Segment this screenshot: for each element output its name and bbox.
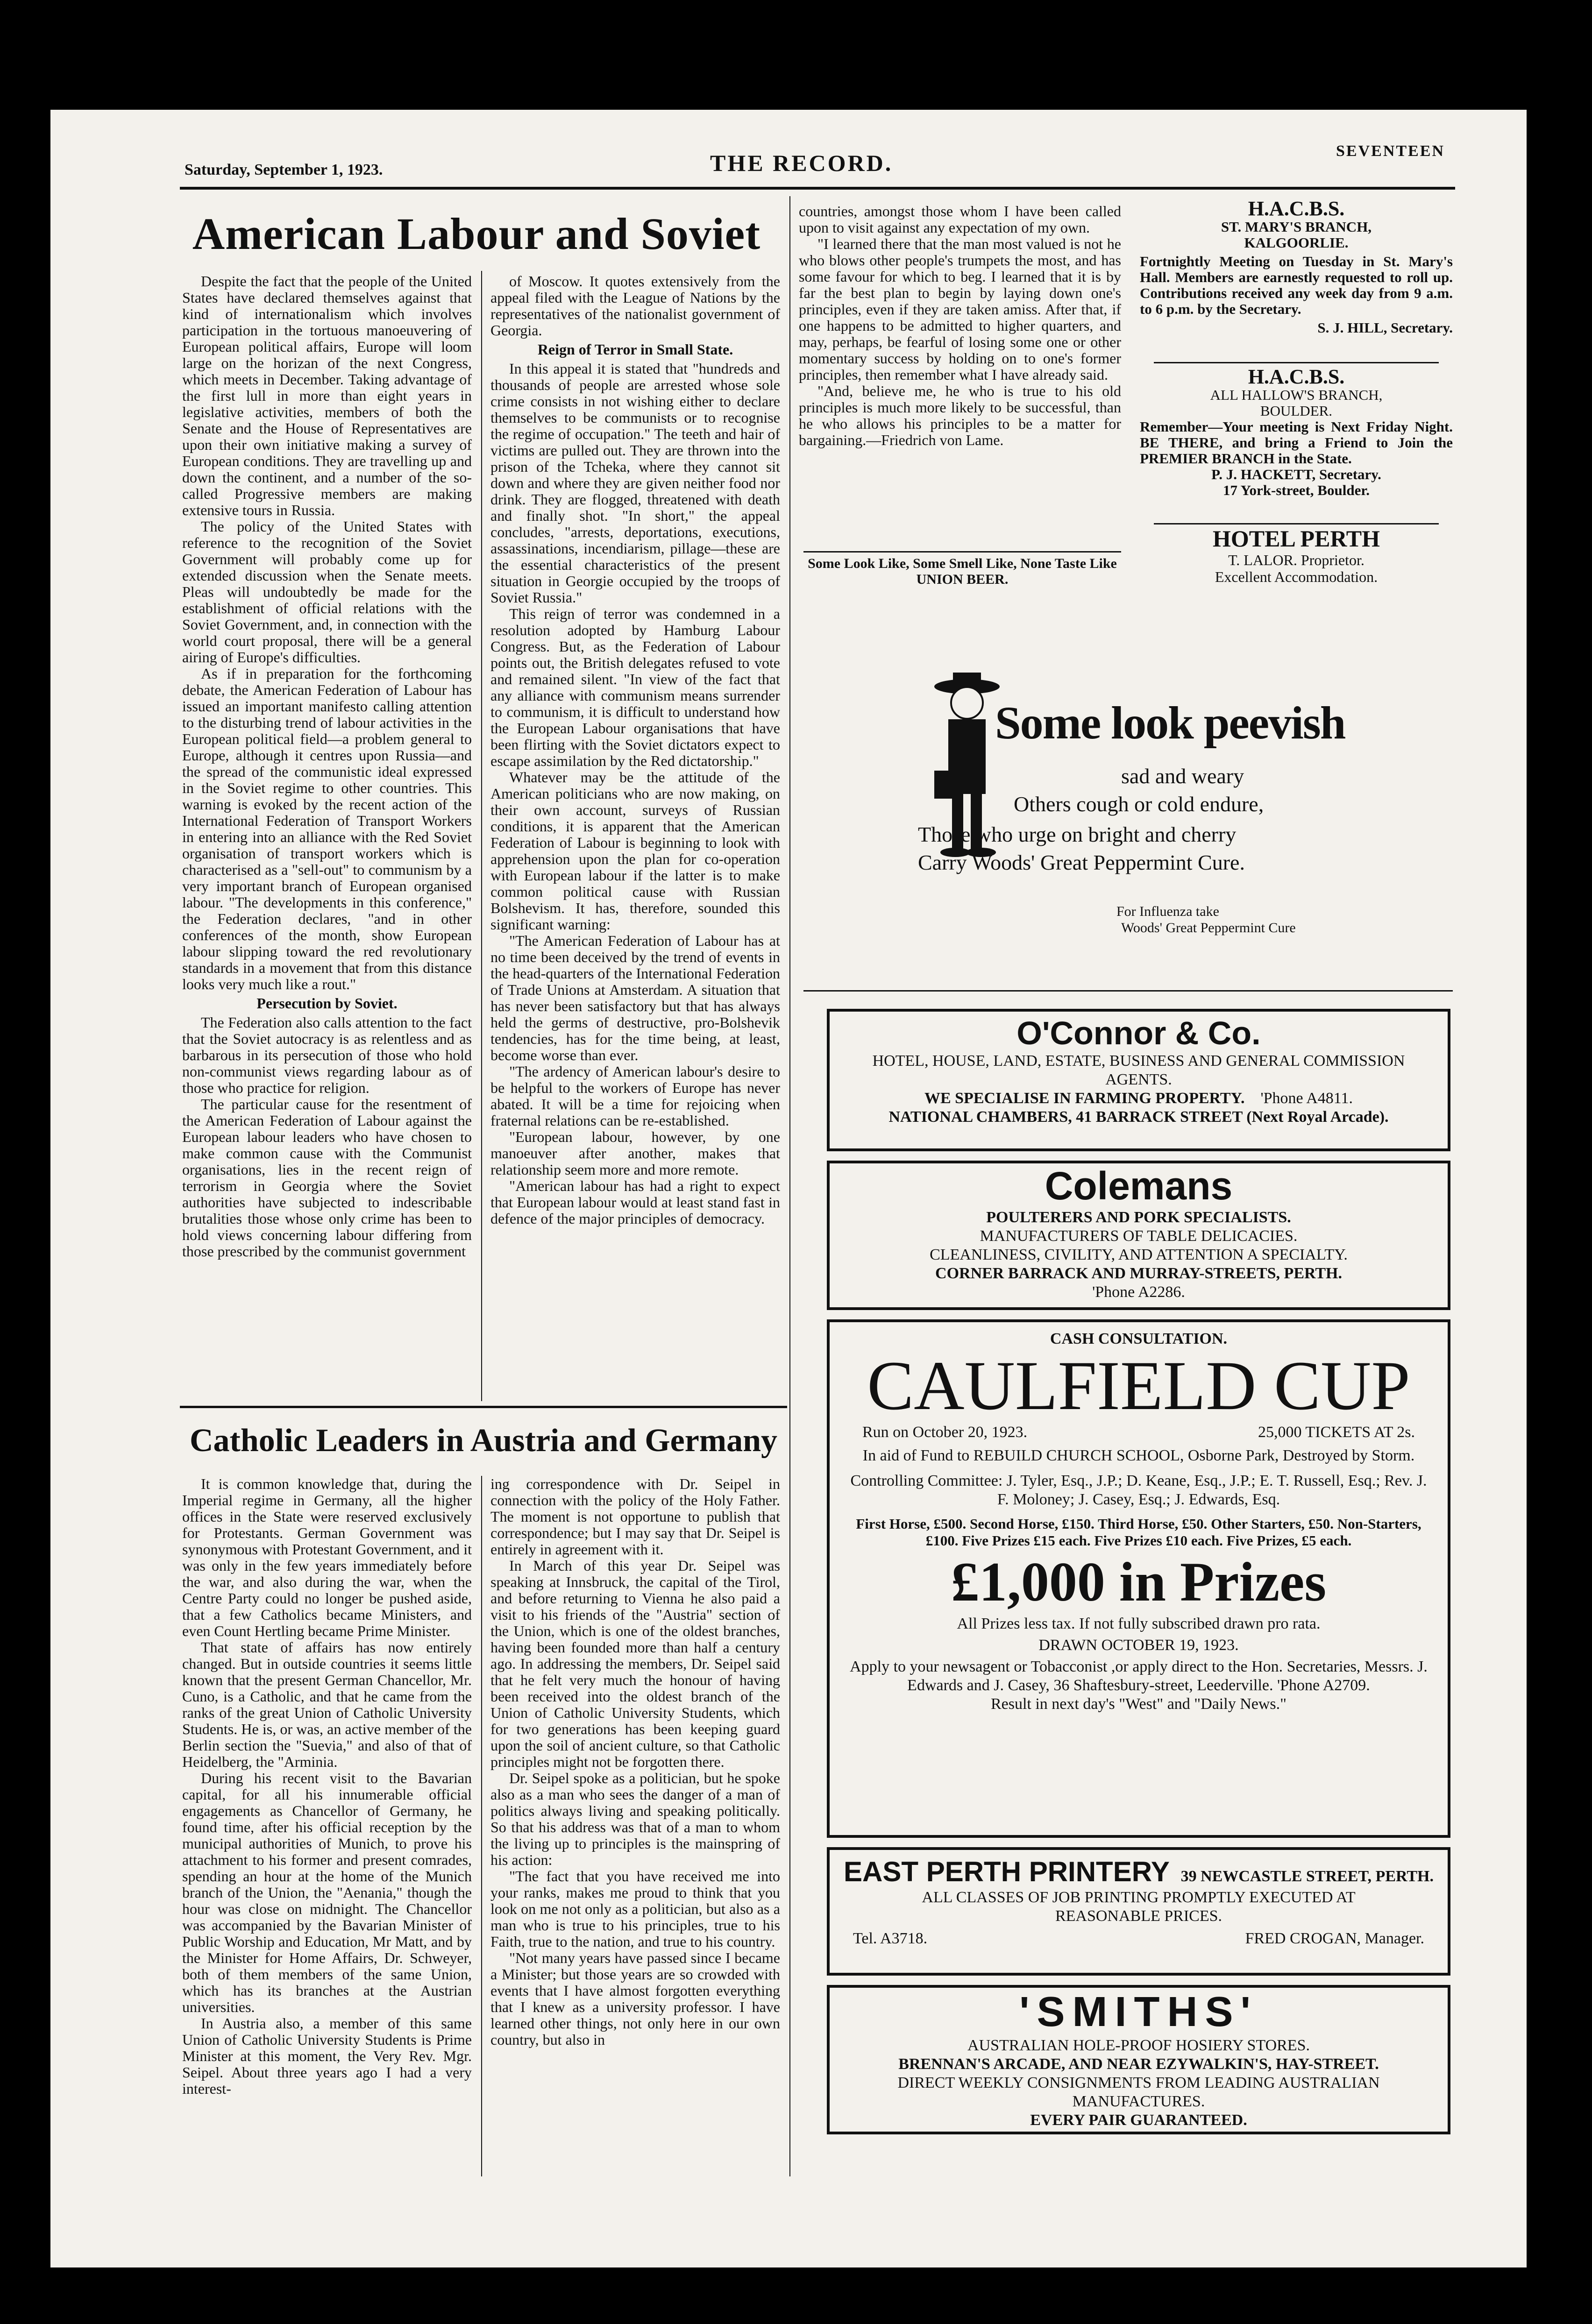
ad-prizes: First Horse, £500. Second Horse, £150. Third Horse, £50. Other Starters, £50. Non-Starters, £100. Five Prizes £15 each. Five Prizes £10 each. Five Prizes, £5 each.	[856, 1516, 1421, 1549]
woods-verse-2: Others cough or cold endure,	[1014, 792, 1264, 816]
woods-verse-3: Those who urge on bright and cherry	[918, 822, 1237, 846]
paragraph: The Federation also calls attention to the fact that the Soviet autocracy is as relentless and as barbarous in its persecution of those who hold non-communist views regarding labour as of those who practice for religion.	[182, 1014, 472, 1096]
ad-phone: 'Phone A2286.	[1092, 1283, 1185, 1301]
oconnor-ad	[827, 1009, 1450, 1151]
column-rule	[481, 1476, 482, 2176]
paragraph: The particular cause for the resentment of the American Federation of Labour against the European labour leaders who have chosen to make common cause with the Communist organisations, lies in the recent reign of terrorism in Georgia where the Soviet authorities have subjected to indescribable brutalities those whose only crime has been to hold views concerning labour differing from those prescribed by the communist government	[182, 1096, 472, 1260]
colemans-ad	[827, 1161, 1450, 1310]
ad-name: Colemans	[1045, 1164, 1233, 1208]
caulfield-cup-ad	[827, 1319, 1450, 1838]
paragraph: The policy of the United States with reference to the recognition of the Soviet Government will probably come up for extended discussion when the Senate meets. Pleas will undoubtedly be made for the establishment of official relations with the Soviet Government, and, in connection with the world court proposal, there will be a general airing of Europe's difficulties.	[182, 518, 472, 666]
divider	[803, 990, 1453, 992]
ad-line	[830, 1089, 1448, 1108]
hotel-proprietor: T. LALOR. Proprietor.	[1228, 552, 1365, 568]
ad-result: Result in next day's "West" and "Daily News."	[990, 1695, 1287, 1713]
notice-branch: ALL HALLOW'S BRANCH,	[1210, 387, 1383, 403]
woods-footnote-1: For Influenza take	[1116, 904, 1219, 919]
paragraph: It is common knowledge that, during the Imperial regime in Germany, all the higher offices in the State were reserved exclusively for Protestants. German Government was synonymous with Protestant Government, and it was only in the few years immediately before the war, and also during the war, when the Centre Party could no longer be pushed aside, that a few Catholics became Ministers, and even Count Hertling became Prime Minister.	[182, 1476, 472, 1639]
ad-line: DIRECT WEEKLY CONSIGNMENTS FROM LEADING AUSTRALIAN MANUFACTURES.	[897, 2074, 1380, 2110]
paragraph: "European labour, however, by one manoeuver after another, makes that relationship seem more and more remote.	[490, 1128, 780, 1178]
ad-run-date: Run on October 20, 1923.	[862, 1424, 1028, 1441]
printery-ad	[827, 1847, 1450, 1976]
column-rule	[789, 196, 790, 2176]
notice-title: H.A.C.B.S.	[1248, 197, 1345, 220]
paragraph: Despite the fact that the people of the United States have declared themselves against that kind of internationalism which involves participation in the tortuous manoeuvering of European political affairs, Europe will loom large on the horizan of the next Congress, which meets in December. Taking advantage of the first lull in more than eight years in legislative activities, members of both the Senate and the House of Representatives are upon their own initiative making a survey of European conditions. They are travelling up and down the continent, and a number of the so-called Progressive members are making extensive tours in Russia.	[182, 273, 472, 518]
divider	[1154, 362, 1439, 363]
ad-name: EAST PERTH PRINTERY	[844, 1856, 1170, 1887]
ad-line: EVERY PAIR GUARANTEED.	[1030, 2111, 1247, 2129]
page-number: SEVENTEEN	[1336, 142, 1445, 160]
ad-phone: Tel. A3718.	[853, 1930, 928, 1947]
paragraph: In this appeal it is stated that "hundreds and thousands of people are arrested whose sole crime consists in not wishing either to declare themselves to be communists or to recognise the regime of occupation." The teeth and hair of victims are pulled out. They are thrown into the prison of the Tcheka, where they cannot sit down and where they are given neither food nor drink. They are flogged, threatened with death and finally shot. "In short," the appeal concludes, "arrests, deportations, executions, assassinations, incendiarism, pillage—these are the essential characteristics of the present situation in Georgie occupied by the troops of Soviet Russia."	[490, 360, 780, 606]
hotel-accommodation: Excellent Accommodation.	[1215, 568, 1378, 585]
masthead: THE RECORD.	[710, 150, 893, 176]
notice-signature: S. J. HILL, Secretary.	[1317, 319, 1453, 336]
article1-title: American Labour and Soviet	[192, 209, 761, 259]
notice-address: 17 York-street, Boulder.	[1223, 482, 1370, 498]
ad-tax: All Prizes less tax. If not fully subscribed drawn pro rata.	[957, 1615, 1321, 1632]
paragraph: That state of affairs has now entirely changed. But in outside countries it seems little known that the present German Chancellor, Mr. Cuno, is a Catholic, and that he came from the ranks of the great Union of Catholic University Students. He is, or was, an active member of the Berlin section the "Suevia," and also of that of Heidelberg, the "Arminia.	[182, 1639, 472, 1770]
article-divider	[180, 1406, 787, 1408]
ad-line: MANUFACTURERS OF TABLE DELICACIES.	[980, 1227, 1298, 1245]
notice-body: Fortnightly Meeting on Tuesday in St. Mary's Hall. Members are earnestly requested to roll up. Contributions received any week day from 9 a.m. to 6 p.m. by the Secretary.	[1140, 253, 1453, 317]
paragraph: "American labour has had a right to expect that European labour would at least stand fast in defence of the major principles of democracy.	[490, 1177, 780, 1227]
article1-col2	[490, 273, 780, 1399]
paragraph: "The fact that you have received me into your ranks, makes me proud to think that you look on me not only as a politician, but also as a man who is true to his principles, true to his Faith, true to the nation, and true to his country.	[490, 1868, 780, 1950]
hotel-name: HOTEL PERTH	[1212, 525, 1380, 552]
ad-kicker: CASH CONSULTATION.	[1050, 1330, 1228, 1347]
paragraph: countries, amongst those whom I have been called upon to visit against any expectation of my own.	[799, 203, 1121, 236]
ad-run-row	[844, 1423, 1434, 1442]
ad-committee: Controlling Committee: J. Tyler, Esq., J.P.; D. Keane, Esq., J.P.; E. T. Russell, Esq.; Rev. J. F. Moloney; J. Casey, Esq.; J. Edwards, Esq.	[850, 1472, 1427, 1508]
ad-line: AUSTRALIAN HOLE-PROOF HOSIERY STORES.	[967, 2037, 1310, 2054]
hacbs-stmary-notice	[1140, 198, 1453, 336]
notice-town: KALGOORLIE.	[1244, 234, 1349, 251]
paragraph: "The ardency of American labour's desire to be helpful to the workers of Europe has never abated. It will be a time for rejoicing when fraternal relations can be re-established.	[490, 1063, 780, 1129]
paragraph: In Austria also, a member of this same Union of Catholic University Students is Prime Minister at this moment, the Very Rev. Mgr. Seipel. About three years ago I had a very interest-	[182, 2015, 472, 2097]
ad-name: 'SMITHS'	[1019, 1989, 1258, 2035]
ad-address: 39 NEWCASTLE STREET, PERTH.	[1180, 1868, 1434, 1885]
column-rule	[481, 271, 482, 1401]
hotel-perth-ad	[1140, 525, 1453, 585]
woods-verse-4: Carry Woods' Great Peppermint Cure.	[918, 850, 1245, 874]
paragraph: This reign of terror was condemned in a resolution adopted by Hamburg Labour Congress. But, as the Federation of Labour points out, the British delegates refused to vote and remained silent. "In view of the fact that any alliance with communism means surrender to communism, it is difficult to understand how the European Labour organisations that have been flirting with the Soviet dictators expect to escape assimilation by the Red dictatorship."	[490, 605, 780, 769]
header-rule	[180, 187, 1455, 190]
ad-address: NATIONAL CHAMBERS, 41 BARRACK STREET (Next Royal Arcade).	[888, 1108, 1389, 1126]
ad-tickets: 25,000 TICKETS AT 2s.	[1258, 1424, 1415, 1441]
paragraph: "The American Federation of Labour has at no time been deceived by the trend of events in the head-quarters of the International Federation of Trade Unions at Amsterdam. A situation that has never been satisfactory but that has always held the germs of destructive, pro-Bolshevik tendencies, has for the time being, at least, become worse than ever.	[490, 932, 780, 1063]
article1-col3	[799, 203, 1121, 563]
ad-header-row	[844, 1856, 1434, 1888]
ad-line: ALL CLASSES OF JOB PRINTING PROMPTLY EXECUTED AT REASONABLE PRICES.	[922, 1889, 1356, 1925]
ad-line: WE SPECIALISE IN FARMING PROPERTY.	[924, 1090, 1245, 1107]
paragraph: of Moscow. It quotes extensively from the appeal filed with the League of Nations by the representatives of the nationalist government of Georgia.	[490, 273, 780, 339]
ad-apply: Apply to your newsagent or Tobacconist ,or apply direct to the Hon. Secretaries, Messrs. J. Edwards and J. Casey, 36 Shaftesbury-street, Leederville. 'Phone A2709.	[850, 1658, 1428, 1694]
paragraph: "I learned there that the man most valued is not he who blows other people's trumpets the most, and has some favour for which to beg. I learned that it is by far the best plan to begin by laying down one's principles, even if they are taken amiss. After that, if one happens to be admitted to higher quarters, and may, perhaps, be fearful of losing some one or other momentary success by holding on to one's former principles, then remember what I have already said.	[799, 235, 1121, 383]
ad-line: CLEANLINESS, CIVILITY, AND ATTENTION A SPECIALTY.	[930, 1246, 1348, 1263]
ad-aid: In aid of Fund to REBUILD CHURCH SCHOOL, Osborne Park, Destroyed by Storm.	[862, 1447, 1415, 1464]
ad-name: O'Connor & Co.	[1016, 1015, 1261, 1051]
divider	[1154, 523, 1439, 524]
notice-signature: P. J. HACKETT, Secretary.	[1211, 466, 1381, 482]
hacbs-allhallow-notice	[1140, 367, 1453, 498]
divider	[803, 551, 1121, 553]
paragraph: As if in preparation for the forthcoming debate, the American Federation of Labour has issued an important manifesto calling attention to the disturbing trend of labour activities in the European political field—a problem general to Europe, although it centres upon Russia—and the spread of the communistic ideal expressed in the Soviet regime to other countries. This warning is evoked by the recent action of the International Federation of Transport Workers in entering into an alliance with the Red Soviet organisation of transport workers which is characterised as a "sell-out" to communism by a very important branch of European organised labour. "The developments in this conference," the Federation declares, "and in other conferences of the month, show European labour slipping toward the red revolutionary standards in a movement that from this distance looks very much like a rout."	[182, 665, 472, 992]
paragraph: Dr. Seipel spoke as a politician, but he spoke also as a man who sees the danger of a man of politics always living and speaking politically. So that his address was that of a man to whom the living up to principles is the mainspring of his action:	[490, 1770, 780, 1868]
paragraph: "And, believe me, he who is true to his old principles is much more likely to be successful, than he who allows his principles to be a matter for bargaining.—Friedrich von Lame.	[799, 383, 1121, 448]
article2-col1	[182, 1476, 472, 2176]
ad-title: CAULFIELD CUP	[867, 1347, 1410, 1424]
woods-headline: Some look peevish	[995, 697, 1345, 749]
article2-col2	[490, 1476, 780, 2176]
issue-date: Saturday, September 1, 1923.	[185, 161, 383, 178]
notice-body: Remember—Your meeting is Next Friday Night. BE THERE, and bring a Friend to Join the PREMIER BRANCH in the State.	[1140, 418, 1453, 467]
ad-big-prize: £1,000 in Prizes	[951, 1551, 1327, 1613]
paragraph: Whatever may be the attitude of the American politicians who are now making, on their own account, surveys of Russian conditions, it is apparent that the American Federation of Labour is beginning to look with apprehension upon the plan for co-operation with European labour if the latter is to make common political cause with Russian Bolshevism. It has, therefore, sounded this significant warning:	[490, 769, 780, 933]
ad-line: HOTEL, HOUSE, LAND, ESTATE, BUSINESS AND GENERAL COMMISSION AGENTS.	[872, 1052, 1405, 1088]
subheading: Reign of Terror in Small State.	[537, 341, 733, 358]
union-beer-slogan: Some Look Like, Some Smell Like, None Taste Like UNION BEER.	[808, 556, 1117, 587]
ad-phone: 'Phone A4811.	[1260, 1090, 1353, 1107]
smiths-ad	[827, 1985, 1450, 2134]
article2-title: Catholic Leaders in Austria and Germany	[189, 1423, 778, 1459]
notice-town: BOULDER.	[1260, 403, 1333, 419]
ad-line: BRENNAN'S ARCADE, AND NEAR EZYWALKIN'S, HAY-STREET.	[898, 2055, 1379, 2073]
ad-manager: FRED CROGAN, Manager.	[1245, 1930, 1424, 1947]
notice-title: H.A.C.B.S.	[1248, 365, 1345, 388]
paragraph: In March of this year Dr. Seipel was speaking at Innsbruck, the capital of the Tirol, and before returning to Vienna he also paid a visit to his friends of the "Austria" section of the Union, which is one of the oldest branches, having been founded more than half a century ago. In addressing the members, Dr. Seipel said that he felt very much the honour of having been received into the oldest branch of the Union of Catholic University Students, which for two generations has been keeping guard upon the soil of ancient culture, so that Catholic principles might not be forgotten there.	[490, 1557, 780, 1770]
ad-address: CORNER BARRACK AND MURRAY-STREETS, PERTH.	[935, 1265, 1342, 1282]
notice-branch: ST. MARY'S BRANCH,	[1221, 219, 1372, 235]
paragraph: "Not many years have passed since I became a Minister; but those years are so crowded with events that I have almost forgotten everything that I knew as a university professor. I have learned other things, not only here in our own country, but also in	[490, 1949, 780, 2048]
paragraph: ing correspondence with Dr. Seipel in connection with the policy of the Holy Father. The moment is not opportune to publish that correspondence; but I may say that Dr. Seipel is entirely in agreement with it.	[490, 1476, 780, 1558]
woods-verse-1: sad and weary	[1121, 764, 1244, 788]
woods-footnote-2: Woods' Great Peppermint Cure	[1121, 920, 1296, 935]
ad-contact-row	[844, 1929, 1434, 1948]
ad-drawn: DRAWN OCTOBER 19, 1923.	[1038, 1637, 1239, 1654]
ad-line: POULTERERS AND PORK SPECIALISTS.	[986, 1209, 1291, 1226]
article1-col1	[182, 273, 472, 1399]
paragraph: During his recent visit to the Bavarian capital, for all his innumerable official engagements as Chancellor of Germany, he found time, after his official reception by the municipal authorities of Munich, to prove his attachment to his former and present comrades, spending an hour at the home of the Munich branch of the Union, the "Aenania," though the hour was close on midnight. The Chancellor was accompanied by the Bavarian Minister of Public Worship and Education, Mr Matt, and by the Minister for Home Affairs, Dr. Schweyer, both of them members of the same Union, which has its branches at the Austrian universities.	[182, 1770, 472, 2015]
subheading: Persecution by Soviet.	[256, 995, 398, 1012]
